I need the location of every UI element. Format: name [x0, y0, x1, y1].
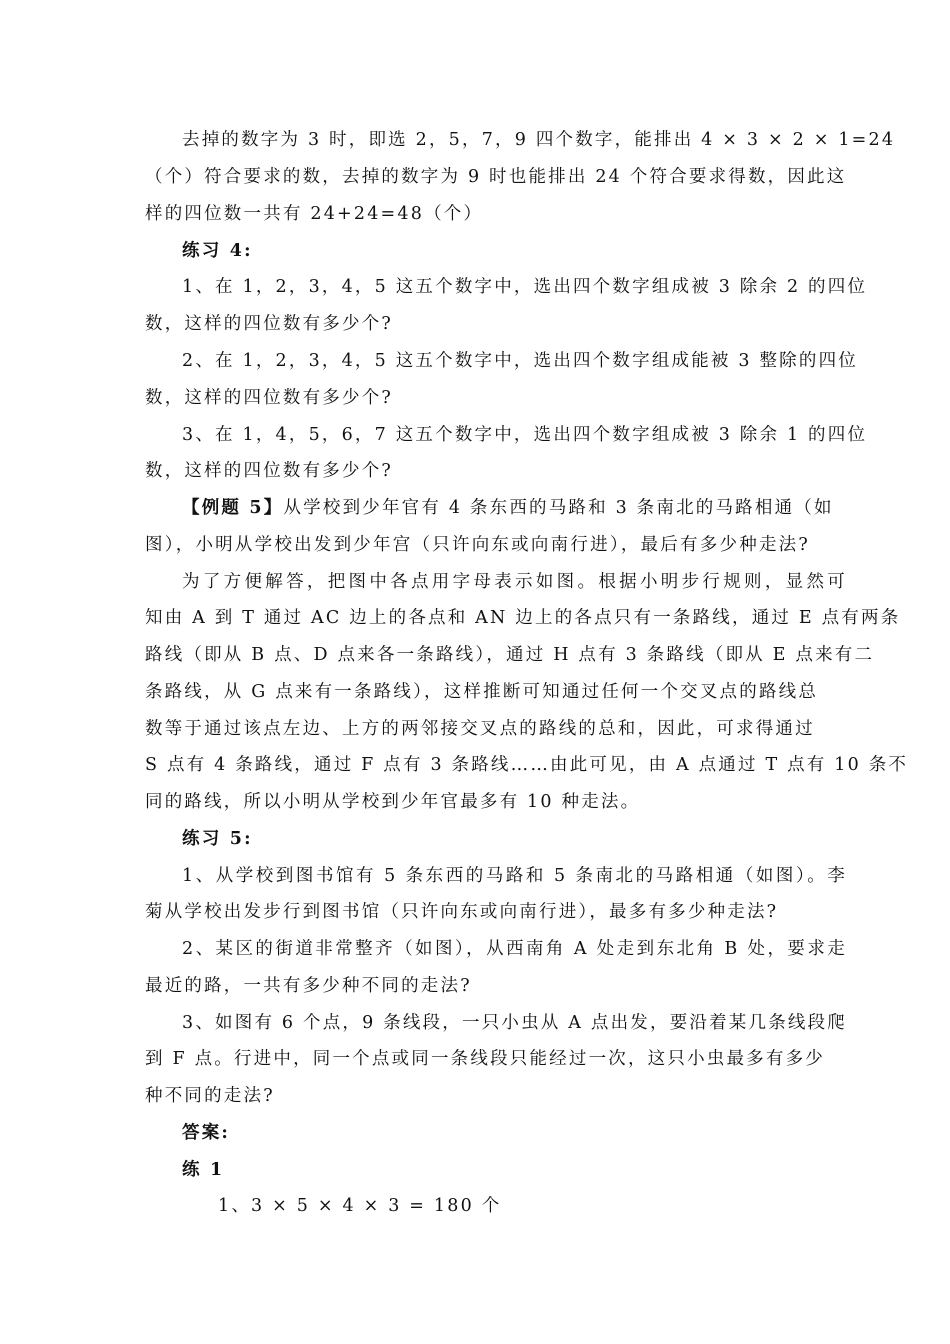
paragraph-line: 知由 A 到 T 通过 AC 边上的各点和 AN 边上的各点只有一条路线，通过 E 点有两条 — [145, 608, 901, 628]
answers-heading: 答案: — [182, 1123, 231, 1143]
section-heading: 练习 4: — [182, 241, 253, 261]
example-label: 【例题 5】 — [182, 498, 284, 518]
exercise-line: 数，这样的四位数有多少个? — [145, 314, 393, 334]
exercise-line: 菊从学校出发步行到图书馆（只许向东或向南行进），最多有多少种走法? — [145, 902, 779, 922]
paragraph-line: 同的路线，所以小明从学校到少年官最多有 10 种走法。 — [145, 792, 641, 812]
paragraph-line: S 点有 4 条路线，通过 F 点有 3 条路线……由此可见，由 A 点通过 T 点有 10 条不 — [145, 755, 909, 775]
answer-subheading: 练 1 — [182, 1160, 225, 1180]
exercise-line: 2、某区的街道非常整齐（如图），从西南角 A 处走到东北角 B 处，要求走 — [182, 939, 847, 959]
exercise-line: 最近的路，一共有多少种不同的走法? — [145, 976, 472, 996]
paragraph-line: 样的四位数一共有 24+24=48（个） — [145, 204, 484, 224]
paragraph-line: 条路线，从 G 点来有一条路线），这样推断可知通过任何一个交叉点的路线总 — [145, 682, 819, 702]
section-heading: 练习 5: — [182, 829, 253, 849]
example-text: 从学校到少年官有 4 条东西的马路和 3 条南北的马路相通（如 — [283, 498, 834, 518]
exercise-line: 到 F 点。行进中，同一个点或同一条线段只能经过一次，这只小虫最多有多少 — [145, 1049, 825, 1069]
exercise-line: 1、从学校到图书馆有 5 条东西的马路和 5 条南北的马路相通（如图）。李 — [182, 866, 847, 886]
exercise-line: 数，这样的四位数有多少个? — [145, 461, 393, 481]
paragraph-line: 去掉的数字为 3 时，即选 2，5，7，9 四个数字，能排出 4 × 3 × 2 × 1=24 — [182, 130, 896, 150]
paragraph-line: 为了方便解答，把图中各点用字母表示如图。根据小明步行规则，显然可 — [182, 572, 847, 592]
exercise-line: 种不同的走法? — [145, 1086, 275, 1106]
paragraph-line: 数等于通过该点左边、上方的两邻接交叉点的路线的总和，因此，可求得通过 — [145, 719, 815, 739]
example-line: 图），小明从学校出发到少年宫（只许向东或向南行进），最后有多少种走法? — [145, 535, 810, 555]
answer-line: 1、3 × 5 × 4 × 3 = 180 个 — [218, 1196, 502, 1216]
exercise-line: 1、在 1，2，3，4，5 这五个数字中，选出四个数字组成被 3 除余 2 的四位 — [182, 277, 868, 297]
exercise-line: 2、在 1，2，3，4，5 这五个数字中，选出四个数字组成能被 3 整除的四位 — [182, 351, 858, 371]
exercise-line: 数，这样的四位数有多少个? — [145, 388, 393, 408]
paragraph-line: 路线（即从 B 点、D 点来各一条路线），通过 H 点有 3 条路线（即从 E 点来有二 — [145, 645, 875, 665]
example-line — [182, 496, 834, 520]
exercise-line: 3、如图有 6 个点，9 条线段，一只小虫从 A 点出发，要沿着某几条线段爬 — [182, 1013, 847, 1033]
paragraph-line: （个）符合要求的数，去掉的数字为 9 时也能排出 24 个符合要求得数，因此这 — [145, 167, 847, 187]
exercise-line: 3、在 1，4，5，6，7 这五个数字中，选出四个数字组成被 3 除余 1 的四位 — [182, 425, 868, 445]
